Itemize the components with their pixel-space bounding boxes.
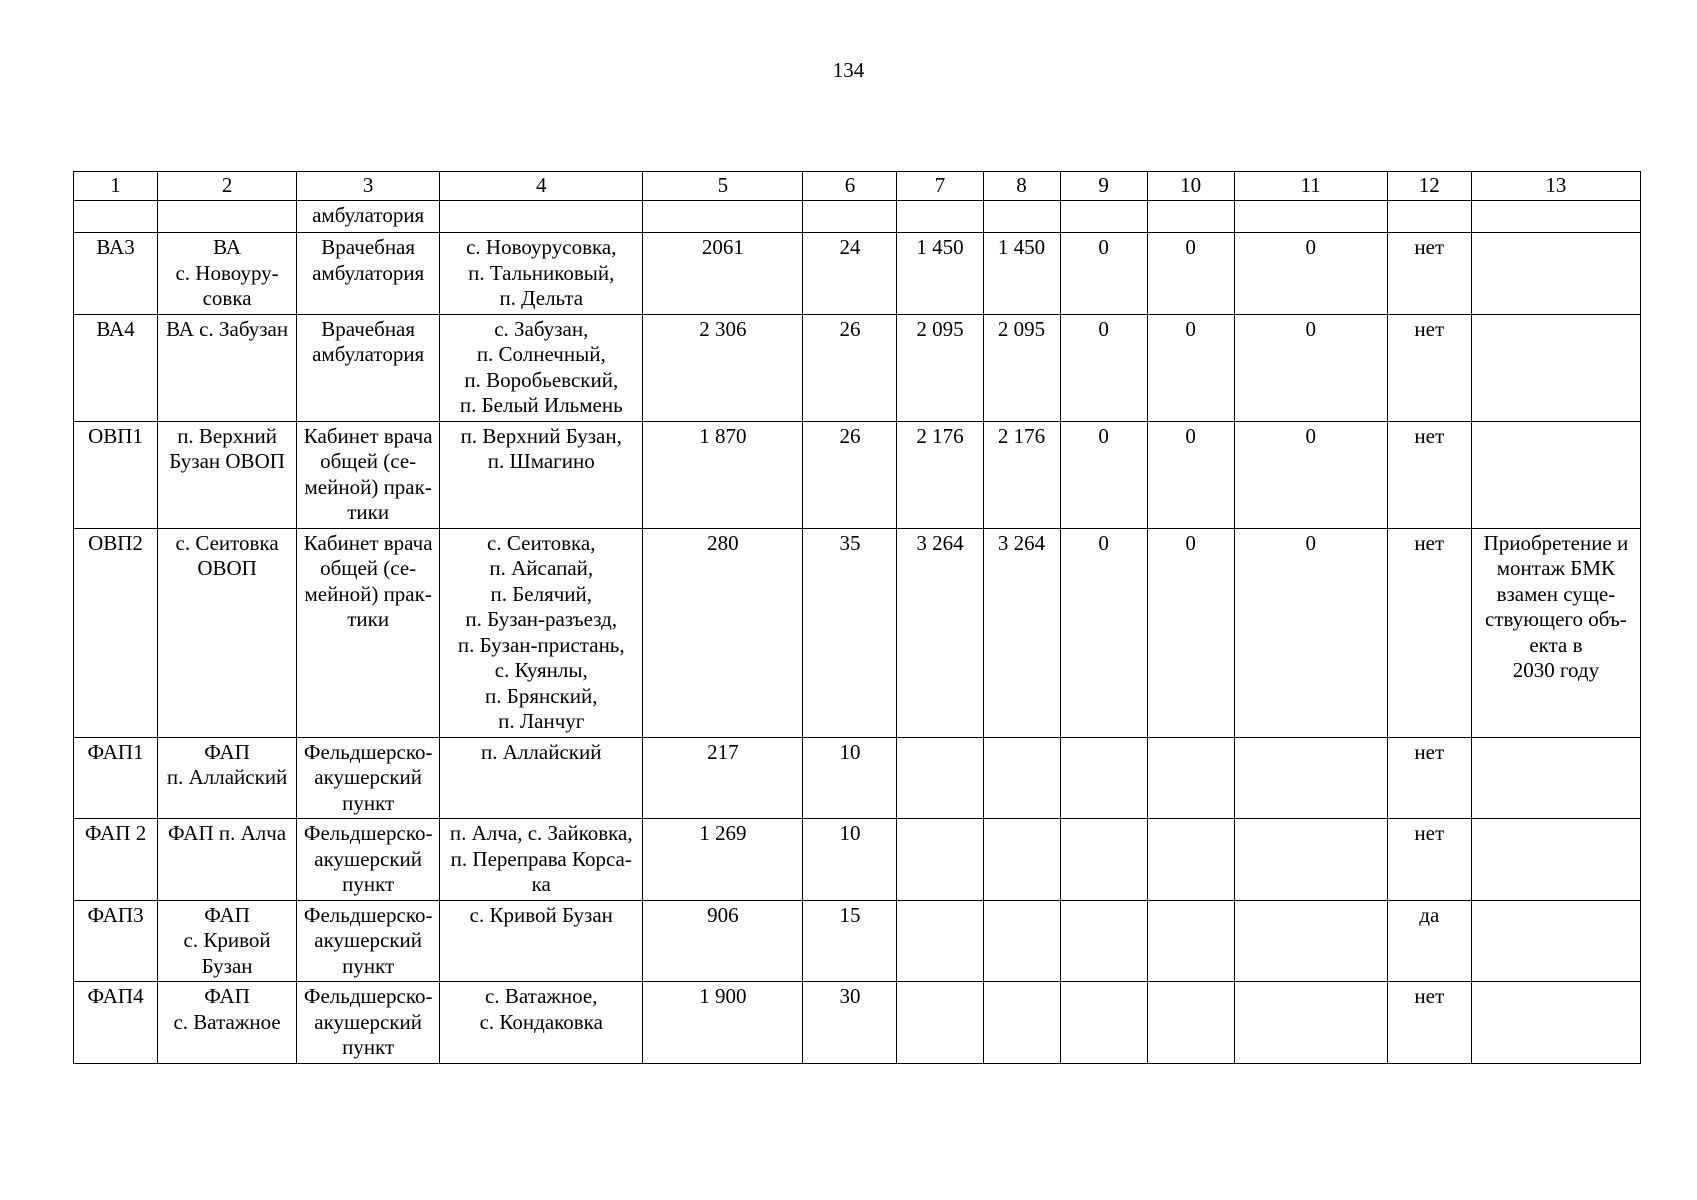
- cell-text: 0: [1305, 530, 1316, 555]
- table-cell: [643, 737, 803, 819]
- table-cell: [297, 982, 440, 1064]
- table-cell: [297, 528, 440, 737]
- header-cell: 7: [897, 172, 983, 201]
- page-number: 134: [832, 58, 865, 82]
- cell-text: 2 095: [997, 316, 1046, 341]
- cell-text: нет: [1414, 423, 1445, 448]
- cell-text: 10: [839, 739, 861, 764]
- cell-text: нет: [1414, 739, 1445, 764]
- table-cell: [1060, 737, 1147, 819]
- table-cell: [1060, 528, 1147, 737]
- table-cell: [440, 900, 643, 982]
- table-cell: [643, 528, 803, 737]
- cell-text: 906: [707, 902, 739, 927]
- cell-text: ФАП с. Ватажное: [173, 984, 281, 1034]
- cell-text: 0: [1185, 530, 1196, 555]
- header-cell: 8: [983, 172, 1060, 201]
- cell-text: Фельдшерско- акушерский пункт: [303, 902, 433, 978]
- table-row: [74, 233, 1641, 315]
- cell-text: 30: [839, 984, 861, 1008]
- table-cell: [1060, 900, 1147, 982]
- header-cell: 4: [440, 172, 643, 201]
- table-cell: [1471, 421, 1640, 528]
- continuation-row: [74, 201, 1641, 233]
- data-table: [73, 171, 1641, 1064]
- table-cell: [897, 982, 983, 1064]
- table-cell: [803, 982, 897, 1064]
- table-cell: [1147, 314, 1234, 421]
- table-cell: [1471, 737, 1640, 819]
- table-row: [74, 819, 1641, 901]
- cell-text: 0: [1305, 316, 1316, 341]
- table-cell: [440, 819, 643, 901]
- cell-text: 280: [707, 530, 739, 555]
- cell-text: ФАП с. Кривой Бузан: [183, 902, 271, 978]
- table-header-row: [74, 172, 1641, 201]
- cell-text: Фельдшерско- акушерский пункт: [303, 739, 433, 815]
- table-cell: [983, 201, 1060, 233]
- table-cell: [1387, 421, 1471, 528]
- table-cell: [643, 314, 803, 421]
- table-cell: [983, 900, 1060, 982]
- header-cell: 1: [74, 172, 158, 201]
- table-cell: [440, 982, 643, 1064]
- cell-text: нет: [1414, 235, 1445, 259]
- table-cell: [1471, 314, 1640, 421]
- cell-text: нет: [1414, 530, 1445, 555]
- table-cell: [1234, 528, 1387, 737]
- cell-text: 2 095: [916, 316, 964, 341]
- cell-text: ВА3: [96, 235, 135, 259]
- table-cell: [1147, 528, 1234, 737]
- table-row: [74, 982, 1641, 1064]
- cell-text: 10: [839, 821, 861, 845]
- cell-text: 0: [1098, 530, 1109, 555]
- cell-text: 0: [1185, 423, 1196, 448]
- cell-text: 35: [839, 530, 861, 555]
- cell-text: 1 450: [916, 235, 964, 259]
- table-cell: [897, 314, 983, 421]
- table-cell: [440, 314, 643, 421]
- cell-text: с. Новоурусовка, п. Тальниковый, п. Дельта: [466, 235, 617, 310]
- table-row: [74, 737, 1641, 819]
- cell-text: 1 870: [699, 423, 747, 448]
- table-cell: [643, 819, 803, 901]
- cell-text: Врачебная амбулатория: [312, 235, 425, 285]
- cell-text: 1 900: [699, 984, 747, 1008]
- header-cell: 10: [1147, 172, 1234, 201]
- cell-text: 26: [839, 316, 861, 341]
- table-cell: [983, 982, 1060, 1064]
- cell-text: 0: [1098, 235, 1109, 259]
- table-cell: [1060, 982, 1147, 1064]
- table-cell: [897, 421, 983, 528]
- table-cell: [158, 737, 297, 819]
- table-cell: [74, 421, 158, 528]
- table-cell: [983, 421, 1060, 528]
- cell-text: нет: [1414, 316, 1445, 341]
- table-cell: [1234, 201, 1387, 233]
- cell-text: 3 264: [916, 530, 964, 555]
- table-cell: [1147, 421, 1234, 528]
- table-cell: [983, 819, 1060, 901]
- table-cell: [803, 421, 897, 528]
- table-cell: [297, 819, 440, 901]
- table-cell: [1234, 900, 1387, 982]
- table-cell: амбулатория: [297, 201, 440, 233]
- table-cell: [803, 528, 897, 737]
- table-cell: [803, 819, 897, 901]
- cell-text: 0: [1098, 316, 1109, 341]
- table-cell: [1387, 314, 1471, 421]
- table-cell: [440, 201, 643, 233]
- table-cell: [1147, 737, 1234, 819]
- table-cell: [158, 982, 297, 1064]
- cell-text: ВА с. Новоуру- совка: [175, 235, 279, 310]
- table-cell: [74, 528, 158, 737]
- cell-text: 2061: [701, 235, 744, 259]
- table-cell: [897, 819, 983, 901]
- table-cell: [897, 233, 983, 315]
- cell-text: 1 450: [997, 235, 1046, 259]
- cell-text: да: [1419, 902, 1440, 927]
- header-cell: 5: [643, 172, 803, 201]
- cell-text: ОВП1: [88, 423, 143, 448]
- cell-text: 0: [1305, 423, 1316, 448]
- table-cell: [897, 528, 983, 737]
- table-cell: [1234, 737, 1387, 819]
- table-cell: [1060, 201, 1147, 233]
- table-cell: [1060, 421, 1147, 528]
- table-cell: [1234, 314, 1387, 421]
- cell-text: Врачебная амбулатория: [312, 316, 425, 366]
- header-cell: 2: [158, 172, 297, 201]
- table-cell: [440, 528, 643, 737]
- cell-text: ВА с. Забузан: [166, 316, 289, 341]
- cell-text: ФАП3: [87, 902, 144, 927]
- table-cell: [297, 737, 440, 819]
- table-cell: [643, 900, 803, 982]
- header-cell: 12: [1387, 172, 1471, 201]
- cell-text: п. Аллайский: [481, 739, 602, 764]
- table-cell: [1471, 982, 1640, 1064]
- table-cell: [158, 819, 297, 901]
- table-cell: [1060, 314, 1147, 421]
- table-cell: [158, 528, 297, 737]
- cell-text: с. Сеитовка ОВОП: [175, 530, 279, 580]
- table-cell: [1234, 421, 1387, 528]
- table-cell: [440, 737, 643, 819]
- table-cell: [803, 314, 897, 421]
- table-cell: [158, 201, 297, 233]
- table-cell: [74, 819, 158, 901]
- cell-text: нет: [1414, 821, 1445, 845]
- table-cell: [643, 982, 803, 1064]
- cell-text: 2 176: [916, 423, 964, 448]
- table-cell: [74, 982, 158, 1064]
- table-body: [74, 172, 1641, 1064]
- cell-text: Кабинет врача общей (се- мейной) прак- тики: [303, 423, 433, 524]
- cell-text: ФАП1: [87, 739, 144, 764]
- cell-text: 3 264: [997, 530, 1046, 555]
- table-cell: [1234, 233, 1387, 315]
- cell-text: ФАП4: [87, 984, 144, 1008]
- table-cell: [1060, 819, 1147, 901]
- cell-text: Приобретение и монтаж БМК взамен суще- ствующего объ- екта в 2030 году: [1483, 530, 1629, 682]
- cell-text: 217: [707, 739, 739, 764]
- table-cell: [1060, 233, 1147, 315]
- table-cell: [1387, 233, 1471, 315]
- table-cell: [1471, 900, 1640, 982]
- table-cell: [1387, 201, 1471, 233]
- table-cell: [897, 900, 983, 982]
- table-cell: [897, 737, 983, 819]
- header-cell: 13: [1471, 172, 1640, 201]
- table-cell: [1387, 900, 1471, 982]
- table-cell: [1147, 201, 1234, 233]
- table-cell: [1471, 819, 1640, 901]
- table-cell: [158, 421, 297, 528]
- table-cell: [1387, 819, 1471, 901]
- cell-text: п. Верхний Бузан, п. Шмагино: [460, 423, 622, 473]
- cell-text: 0: [1185, 235, 1196, 259]
- table-cell: [803, 900, 897, 982]
- table-cell: [983, 737, 1060, 819]
- header-cell: 9: [1060, 172, 1147, 201]
- table-cell: [74, 737, 158, 819]
- table-cell: [1387, 737, 1471, 819]
- table-cell: [1471, 201, 1640, 233]
- cell-text: 0: [1098, 423, 1109, 448]
- table-cell: [297, 314, 440, 421]
- cell-text: 26: [839, 423, 861, 448]
- table-cell: [1471, 233, 1640, 315]
- table-cell: [983, 528, 1060, 737]
- cell-text: 2 306: [699, 316, 747, 341]
- cell-text: 2 176: [997, 423, 1046, 448]
- header-cell: 6: [803, 172, 897, 201]
- cell-text: ОВП2: [88, 530, 143, 555]
- cell-text: 24: [839, 235, 861, 259]
- table-cell: [1234, 982, 1387, 1064]
- table-cell: [74, 900, 158, 982]
- table-cell: [297, 421, 440, 528]
- cell-text: Кабинет врача общей (се- мейной) прак- тики: [303, 530, 433, 631]
- table-cell: [440, 421, 643, 528]
- cell-text: ФАП п. Алча: [168, 821, 287, 845]
- table-cell: [1234, 819, 1387, 901]
- table-cell: [643, 421, 803, 528]
- table-cell: [803, 233, 897, 315]
- cell-text: Фельдшерско- акушерский пункт: [303, 821, 433, 896]
- cell-text: с. Ватажное, с. Кондаковка: [479, 984, 603, 1034]
- table-cell: [297, 233, 440, 315]
- table-cell: [643, 233, 803, 315]
- table-cell: [643, 201, 803, 233]
- cell-text: п. Верхний Бузан ОВОП: [169, 423, 285, 473]
- table-cell: [983, 314, 1060, 421]
- cell-text: ВА4: [96, 316, 135, 341]
- table-cell: [158, 314, 297, 421]
- cell-text: с. Сеитовка, п. Айсапай, п. Белячий, п. Бузан-разъезд, п. Бузан-пристань, с. Куянлы, п. Брянский, п. Ланчуг: [457, 530, 625, 733]
- table-row: [74, 421, 1641, 528]
- table-cell: [897, 201, 983, 233]
- cell-text: 0: [1185, 316, 1196, 341]
- cell-text: с. Забузан, п. Солнечный, п. Воробьевский, п. Белый Ильмень: [459, 316, 623, 417]
- table-cell: [803, 201, 897, 233]
- table-cell: [1147, 233, 1234, 315]
- table-cell: [440, 233, 643, 315]
- cell-text: ФАП 2: [84, 821, 147, 845]
- table-cell: [1471, 528, 1640, 737]
- table-cell: [983, 233, 1060, 315]
- table-cell: [1147, 819, 1234, 901]
- cell-text: Фельдшерско- акушерский пункт: [303, 984, 433, 1059]
- cell-text: ФАП п. Аллайский: [166, 739, 288, 789]
- table-cell: [1387, 982, 1471, 1064]
- cell-text: нет: [1414, 984, 1445, 1008]
- table-row: [74, 900, 1641, 982]
- table-cell: [74, 314, 158, 421]
- header-cell: 3: [297, 172, 440, 201]
- cell-text: 15: [839, 902, 861, 927]
- table-row: [74, 528, 1641, 737]
- cell-text: с. Кривой Бузан: [469, 902, 613, 927]
- table-cell: [1147, 900, 1234, 982]
- table-cell: [297, 900, 440, 982]
- table-cell: [158, 233, 297, 315]
- table-cell: [1147, 982, 1234, 1064]
- table-cell: [1387, 528, 1471, 737]
- table-cell: [158, 900, 297, 982]
- cell-text: п. Алча, с. Зайковка, п. Переправа Корса- ка: [449, 821, 633, 896]
- header-cell: 11: [1234, 172, 1387, 201]
- table-cell: [803, 737, 897, 819]
- table-cell: [74, 233, 158, 315]
- cell-text: 1 269: [699, 821, 747, 845]
- table-row: [74, 314, 1641, 421]
- cell-text: 0: [1305, 235, 1316, 259]
- table-cell: [74, 201, 158, 233]
